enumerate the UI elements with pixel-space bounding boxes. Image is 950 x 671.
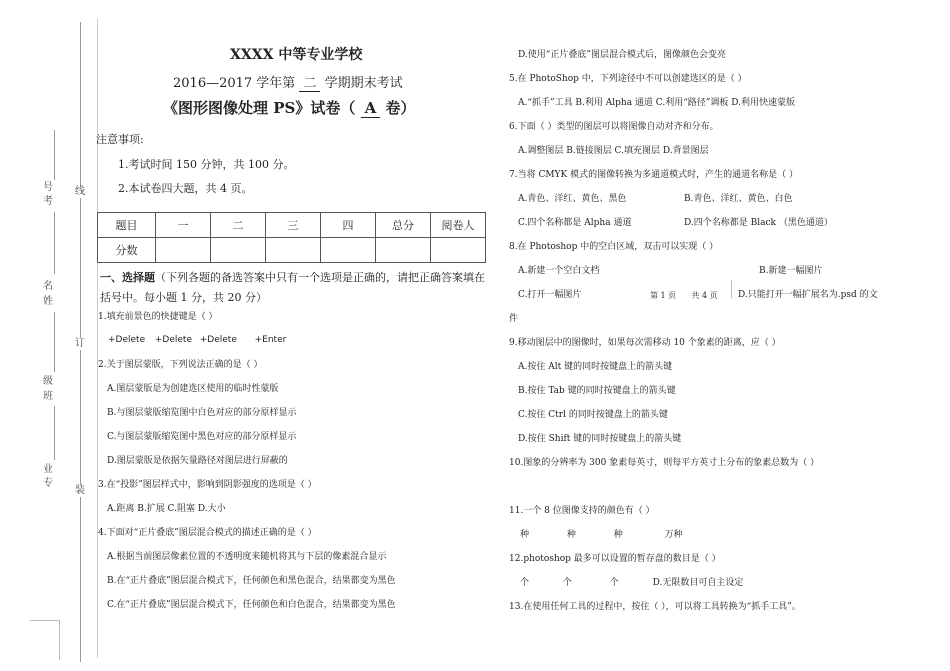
margin-field-char: 姓 xyxy=(43,296,53,307)
question-10: 10.图象的分辨率为 300 象素每英寸，则每平方英寸上分布的象素总数为（ ） xyxy=(509,458,820,468)
section1-heading-line xyxy=(100,269,485,285)
question-2: 2.关于图层蒙版，下列说法正确的是（ ） xyxy=(98,360,263,370)
question-6: 6.下面（ ）类型的图层可以将图像自动对齐和分布。 xyxy=(509,122,719,132)
question-7: 7.当将 CMYK 模式的图像转换为多通道模式时，产生的通道名称是（ ） xyxy=(509,170,798,180)
q6-options: A.调整图层 B.链接图层 C.填充图层 D.背景图层 xyxy=(518,146,709,156)
question-11: 11.一个 8 位图像支持的颜色有（ ） xyxy=(509,506,655,516)
question-4: 4.下面对“正片叠底”图层混合模式的描述正确的是（ ） xyxy=(98,528,317,538)
q2-option: A.图层蒙版是为创建选区使用的临时性蒙版 xyxy=(107,384,279,394)
q2-option: D.图层蒙版是依据矢量路径对图层进行屏蔽的 xyxy=(107,456,288,466)
q9-option: D.按住 Shift 键的同时按键盘上的箭头键 xyxy=(518,434,682,444)
notes-item: 2.本试卷四大题，共 4 页。 xyxy=(118,182,253,195)
question-9: 9.移动图层中的图像时，如果每次需移动 10 个象素的距离，应（ ） xyxy=(509,338,781,348)
corner-mark xyxy=(59,620,60,660)
q8-option-b: B.新建一幅图片 xyxy=(759,266,823,276)
term-prefix: 2016—2017 学年第 xyxy=(173,76,296,91)
margin-field-char: 号 xyxy=(43,182,53,193)
q4-option: C.在“正片叠底”图层混合模式下，任何颜色和白色混合，结果都变为黑色 xyxy=(107,600,396,610)
margin-mark-ding: 订 xyxy=(75,338,85,349)
q9-option: B.按住 Tab 键的同时按键盘上的箭头键 xyxy=(518,386,676,396)
q11-option: 万种 xyxy=(664,530,683,540)
paper-title-suffix: 卷） xyxy=(385,99,416,117)
margin-field-char: 专 xyxy=(43,478,53,489)
q2-option: C.与图层蒙版缩览图中黑色对应的部分原样显示 xyxy=(107,432,297,442)
score-cell xyxy=(321,238,376,263)
page-divider xyxy=(731,280,732,298)
q11-option: 种 xyxy=(520,530,530,540)
score-header-cell: 四 xyxy=(321,213,376,238)
q12-options xyxy=(520,575,743,588)
q3-options: A.距离 B.扩展 C.阻塞 D.大小 xyxy=(107,504,226,514)
q8-option-a: A.新建一个空白文档 xyxy=(518,266,600,276)
score-table xyxy=(97,212,486,263)
term-suffix: 学期期末考试 xyxy=(324,76,403,91)
score-row-label: 分数 xyxy=(98,238,156,263)
margin-field-char: 级 xyxy=(43,376,53,387)
margin-mark-xian: 线 xyxy=(75,186,85,197)
section1-instruction-2: 括号中。每小题 1 分，共 20 分） xyxy=(100,291,267,304)
q1-options xyxy=(108,335,286,345)
q9-option: C.按住 Ctrl 的同时按键盘上的箭头键 xyxy=(518,410,668,420)
score-cell xyxy=(431,238,486,263)
question-5: 5.在 PhotoShop 中，下列途径中不可以创建选区的是（ ） xyxy=(509,74,747,84)
score-table-header-row xyxy=(98,213,486,238)
q8-option-d-cont: 件 xyxy=(509,314,519,324)
q12-option: 个 xyxy=(520,578,530,588)
page-number: 第 1 页 共 4 页 xyxy=(650,291,718,300)
question-3: 3.在“投影”图层样式中，影响到阴影强度的选项是（ ） xyxy=(98,480,317,490)
corner-mark-h xyxy=(30,620,59,621)
score-header-cell: 总分 xyxy=(376,213,431,238)
q12-option: 个 xyxy=(562,578,572,588)
q1-option: +Delete xyxy=(108,335,146,345)
q1-option: +Delete xyxy=(154,335,192,345)
page-edge-line xyxy=(97,18,98,658)
score-header-cell: 二 xyxy=(211,213,266,238)
margin-field-char: 名 xyxy=(43,281,53,292)
q8-option-d: D.只能打开一幅扩展名为.psd 的文 xyxy=(738,290,878,300)
q4-option: B.在“正片叠底”图层混合模式下，任何颜色和黑色混合，结果都变为黑色 xyxy=(107,576,396,586)
q7-option-b: B.青色、洋红、黄色、白色 xyxy=(684,194,793,204)
margin-field-line xyxy=(54,212,55,274)
margin-mark-zhuang: 装 xyxy=(75,485,85,496)
q8-option-c: C.打开一幅图片 xyxy=(518,290,582,300)
margin-field-char: 业 xyxy=(43,464,53,475)
q1-option: +Enter xyxy=(254,335,287,345)
paper-title xyxy=(163,97,415,118)
question-1: 1.填充前景色的快捷键是（ ） xyxy=(98,312,218,322)
question-13: 13.在使用任何工具的过程中，按住（ ），可以将工具转换为“抓手工具”。 xyxy=(509,602,801,612)
q9-option: A.按住 Alt 键的同时按键盘上的箭头键 xyxy=(518,362,673,372)
score-header-cell: 题目 xyxy=(98,213,156,238)
paper-title-prefix: 《图形图像处理 PS》试卷（ xyxy=(163,99,356,117)
q1-option: +Delete xyxy=(199,335,237,345)
q2-option: B.与图层蒙版缩览图中白色对应的部分原样显示 xyxy=(107,408,297,418)
margin-field-line xyxy=(54,312,55,372)
margin-field-char: 班 xyxy=(43,391,53,402)
score-header-cell: 三 xyxy=(266,213,321,238)
q12-option: D.无限数目可自主设定 xyxy=(652,578,744,588)
q4-option: A.根据当前图层像素位置的不透明度来随机将其与下层的像素混合显示 xyxy=(107,552,387,562)
notes-item: 1.考试时间 150 分钟，共 100 分。 xyxy=(118,158,295,171)
section1-heading: 一、选择题 xyxy=(100,271,155,284)
score-cell xyxy=(211,238,266,263)
q5-options: A.“抓手”工具 B.利用 Alpha 通道 C.利用“路径”调板 D.利用快速蒙版 xyxy=(518,98,796,108)
score-table-score-row xyxy=(98,238,486,263)
question-12: 12.photoshop 最多可以设置的暂存盘的数目是（ ） xyxy=(509,554,721,564)
margin-field-line xyxy=(54,130,55,180)
q7-option-d: D.四个名称都是 Black （黑色通道） xyxy=(684,218,833,228)
q11-options xyxy=(520,527,683,540)
question-8: 8.在 Photoshop 中的空白区域，双击可以实现（ ） xyxy=(509,242,719,252)
q7-option-a: A.青色、洋红、黄色、黑色 xyxy=(518,194,627,204)
q11-option: 种 xyxy=(566,530,576,540)
score-header-cell: 一 xyxy=(156,213,211,238)
school-name: XXXX 中等专业学校 xyxy=(230,47,363,63)
margin-field-char: 考 xyxy=(43,196,53,207)
q7-option-c: C.四个名称都是 Alpha 通道 xyxy=(518,218,632,228)
score-cell xyxy=(266,238,321,263)
term-line xyxy=(173,72,403,91)
notes-heading: 注意事项: xyxy=(96,133,144,146)
section1-instruction: （下列各题的备选答案中只有一个选项是正确的，请把正确答案填在 xyxy=(155,271,485,284)
q11-option: 种 xyxy=(613,530,623,540)
margin-field-line xyxy=(54,406,55,460)
term-blank: 二 xyxy=(299,76,320,92)
paper-version: A xyxy=(361,99,381,118)
score-header-cell: 阅卷人 xyxy=(431,213,486,238)
score-cell xyxy=(156,238,211,263)
q4-option-d: D.使用“正片叠底”图层混合模式后，图像颜色会变亮 xyxy=(518,50,726,60)
score-cell xyxy=(376,238,431,263)
q12-option: 个 xyxy=(609,578,619,588)
